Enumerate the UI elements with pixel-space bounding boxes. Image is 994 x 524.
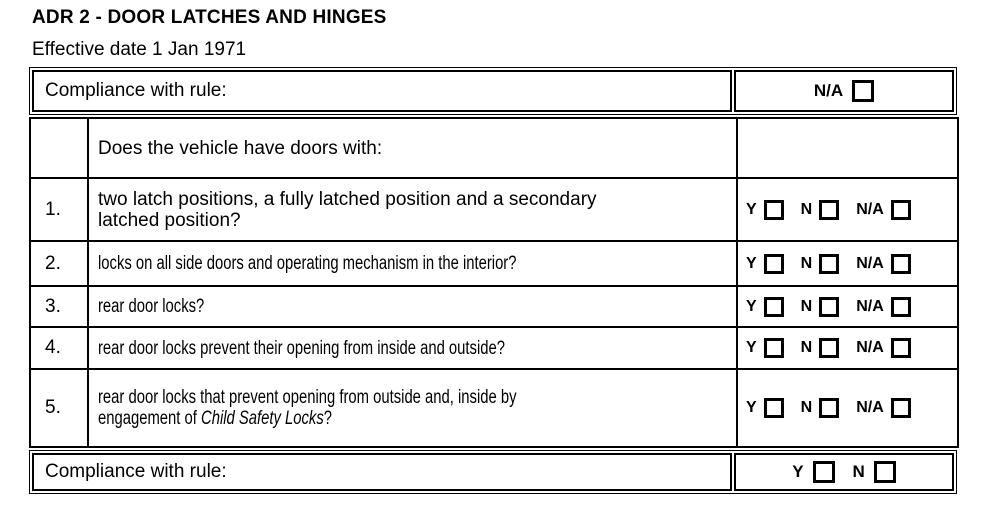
page-title: ADR 2 - DOOR LATCHES AND HINGES xyxy=(32,7,387,28)
checkbox-yes-row-1[interactable] xyxy=(764,200,784,220)
na-label: N/A xyxy=(856,399,884,416)
checkbox-yes-row-2[interactable] xyxy=(764,254,784,274)
answer-group-3 xyxy=(746,297,957,317)
question-5-line2-pre: engagement of xyxy=(98,408,201,429)
yes-label: Y xyxy=(746,339,757,356)
checkbox-na-row-2[interactable] xyxy=(891,254,911,274)
answer-cell-4 xyxy=(737,327,958,369)
row-number xyxy=(30,241,88,286)
intro-question: Does the vehicle have doors with: xyxy=(98,137,383,159)
na-label: N/A xyxy=(856,254,884,272)
table-row-intro xyxy=(30,118,958,178)
row-number xyxy=(30,286,88,327)
compliance-bottom-label-cell xyxy=(32,453,732,491)
answer-group-4 xyxy=(746,338,957,358)
no-label: N xyxy=(800,339,813,356)
row-5-number: 5. xyxy=(45,397,61,418)
compliance-top-table xyxy=(29,67,957,115)
question-cell-4 xyxy=(88,327,737,369)
row-number xyxy=(30,178,88,241)
intro-number-cell xyxy=(30,118,88,178)
answer-group-5 xyxy=(746,398,957,418)
table-row-3 xyxy=(30,286,958,327)
row-4-number: 4. xyxy=(45,337,61,358)
checkbox-na-top[interactable] xyxy=(852,80,874,102)
na-label: N/A xyxy=(856,297,884,315)
row-number xyxy=(30,327,88,369)
no-label: N xyxy=(800,399,813,416)
checkbox-no-row-3[interactable] xyxy=(819,297,839,317)
question-5-line1: rear door locks that prevent opening from outside and, inside by xyxy=(98,387,517,408)
checkbox-yes-bottom[interactable] xyxy=(813,461,835,483)
effective-date: Effective date 1 Jan 1971 xyxy=(32,39,247,60)
question-cell-5 xyxy=(88,369,737,447)
question-1-line1: two latch positions, a fully latched position and a secondary xyxy=(98,188,597,210)
questions-table xyxy=(29,117,959,448)
table-row-1 xyxy=(30,178,958,241)
compliance-bottom-answer-cell xyxy=(734,453,954,491)
question-3-text: rear door locks? xyxy=(98,296,205,317)
question-cell-2 xyxy=(88,241,737,286)
no-label: N xyxy=(800,254,813,272)
table-row-2 xyxy=(30,241,958,286)
compliance-top-label: Compliance with rule: xyxy=(45,80,227,101)
row-number xyxy=(30,369,88,447)
intro-question-cell xyxy=(88,118,737,178)
checkbox-yes-row-4[interactable] xyxy=(764,338,784,358)
na-label: N/A xyxy=(813,81,844,100)
checkbox-na-row-5[interactable] xyxy=(891,398,911,418)
row-1-number: 1. xyxy=(45,198,61,220)
intro-answer-cell xyxy=(737,118,958,178)
question-1-line2: latched position? xyxy=(98,209,241,231)
question-cell-1 xyxy=(88,178,737,241)
checkbox-na-row-1[interactable] xyxy=(891,200,911,220)
answer-group-1 xyxy=(746,200,957,220)
table-row-5 xyxy=(30,369,958,447)
checkbox-na-row-3[interactable] xyxy=(891,297,911,317)
question-4-text: rear door locks prevent their opening from inside and outside? xyxy=(98,337,505,359)
answer-cell-3 xyxy=(737,286,958,327)
row-3-number: 3. xyxy=(45,295,61,317)
checkbox-no-row-1[interactable] xyxy=(819,200,839,220)
checkbox-no-row-2[interactable] xyxy=(819,254,839,274)
question-2-text: locks on all side doors and operating mechanism in the interior? xyxy=(98,253,517,274)
adr2-form-page xyxy=(29,0,987,494)
compliance-top-answer-cell xyxy=(734,70,954,112)
answer-cell-1 xyxy=(737,178,958,241)
compliance-top-row xyxy=(32,70,954,112)
yes-label: Y xyxy=(746,297,757,315)
row-2-number: 2. xyxy=(45,252,61,274)
question-5-line2 xyxy=(98,408,332,429)
compliance-bottom-row xyxy=(32,453,954,491)
na-label: N/A xyxy=(856,200,884,218)
checkbox-yes-row-5[interactable] xyxy=(764,398,784,418)
answer-cell-2 xyxy=(737,241,958,286)
question-cell-3 xyxy=(88,286,737,327)
yes-label: Y xyxy=(746,254,757,272)
compliance-top-label-cell xyxy=(32,70,732,112)
no-label: N xyxy=(800,200,813,218)
yes-label: Y xyxy=(746,399,757,416)
yes-label: Y xyxy=(792,462,804,481)
question-5-line2-italic: Child Safety Locks xyxy=(200,408,324,429)
table-row-4 xyxy=(30,327,958,369)
question-5-line2-post: ? xyxy=(323,408,332,429)
checkbox-no-row-4[interactable] xyxy=(819,338,839,358)
answer-cell-5 xyxy=(737,369,958,447)
checkbox-yes-row-3[interactable] xyxy=(764,297,784,317)
answer-group-2 xyxy=(746,254,957,274)
compliance-bottom-table xyxy=(29,450,957,494)
yes-label: Y xyxy=(746,200,757,218)
checkbox-na-row-4[interactable] xyxy=(891,338,911,358)
no-label: N xyxy=(800,297,813,315)
na-label: N/A xyxy=(856,339,884,356)
no-label: N xyxy=(852,462,865,481)
compliance-bottom-label: Compliance with rule: xyxy=(45,461,227,482)
checkbox-no-bottom[interactable] xyxy=(874,461,896,483)
checkbox-no-row-5[interactable] xyxy=(819,398,839,418)
